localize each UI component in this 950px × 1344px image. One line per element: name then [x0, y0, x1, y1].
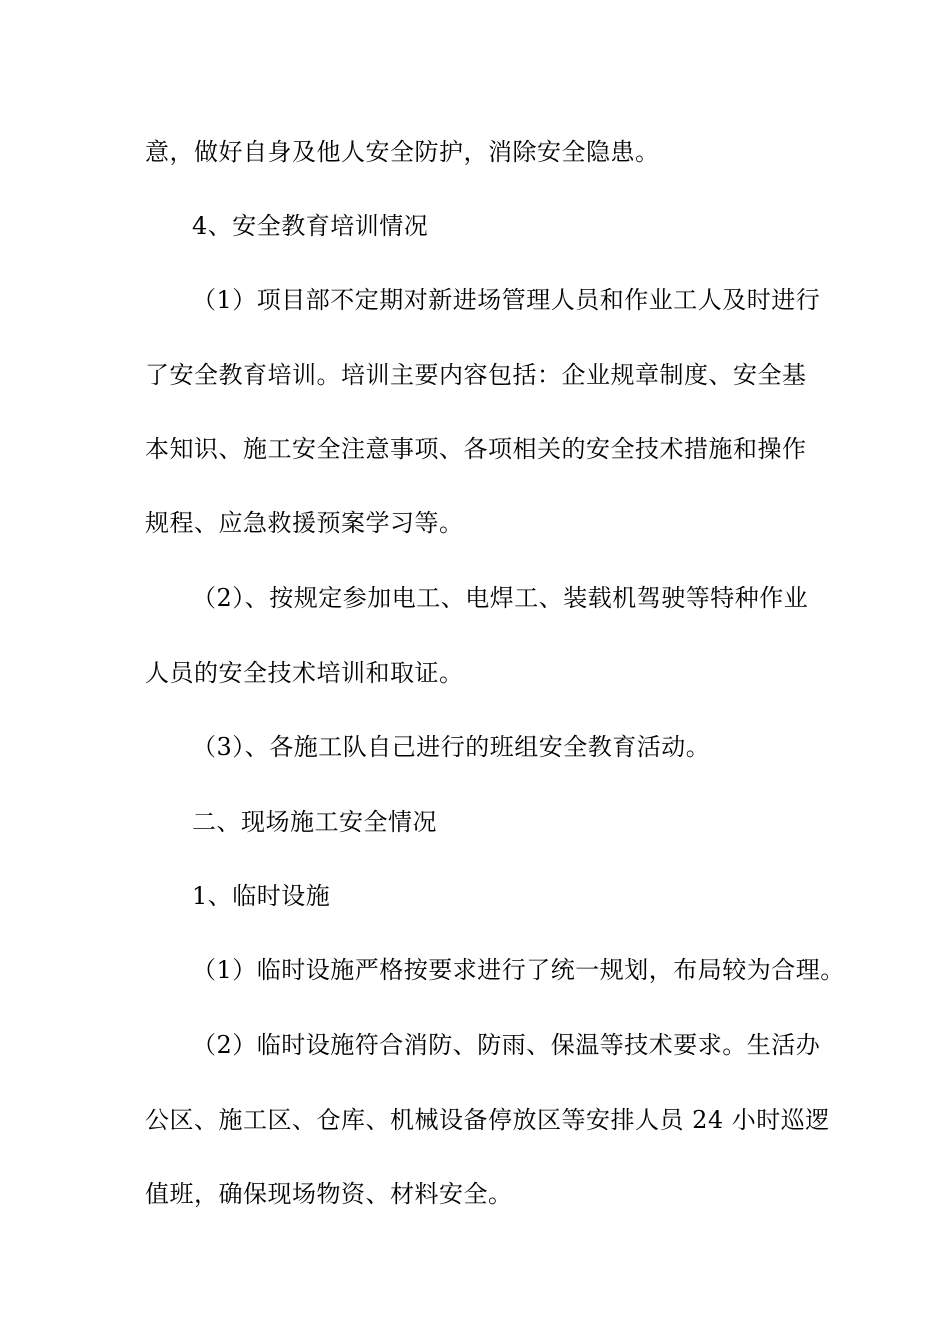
paragraph-line: 人员的安全技术培训和取证。 [145, 659, 464, 687]
paragraph-line: 公区、施工区、仓库、机械设备停放区等安排人员 24 小时巡逻 [145, 1106, 830, 1134]
paragraph-line: 本知识、施工安全注意事项、各项相关的安全技术措施和操作 [145, 435, 807, 463]
paragraph-line: （3）、各施工队自己进行的班组安全教育活动。 [192, 733, 711, 761]
paragraph-line: （1）项目部不定期对新进场管理人员和作业工人及时进行 [192, 286, 821, 314]
paragraph-line: 值班，确保现场物资、材料安全。 [145, 1180, 513, 1208]
paragraph-line: （1）临时设施严格按要求进行了统一规划，布局较为合理。 [192, 956, 845, 984]
paragraph-line: （2）、按规定参加电工、电焊工、装载机驾驶等特种作业 [192, 584, 809, 612]
section-heading: 二、现场施工安全情况 [192, 808, 437, 836]
section-heading: 4、安全教育培训情况 [192, 212, 429, 240]
paragraph-line: 意，做好自身及他人安全防护，消除安全隐患。 [145, 138, 660, 166]
paragraph-line: （2）临时设施符合消防、防雨、保温等技术要求。生活办 [192, 1031, 821, 1059]
subsection-heading: 1、临时设施 [192, 882, 331, 910]
paragraph-line: 了安全教育培训。培训主要内容包括：企业规章制度、安全基 [145, 361, 807, 389]
paragraph-line: 规程、应急救援预案学习等。 [145, 509, 464, 537]
